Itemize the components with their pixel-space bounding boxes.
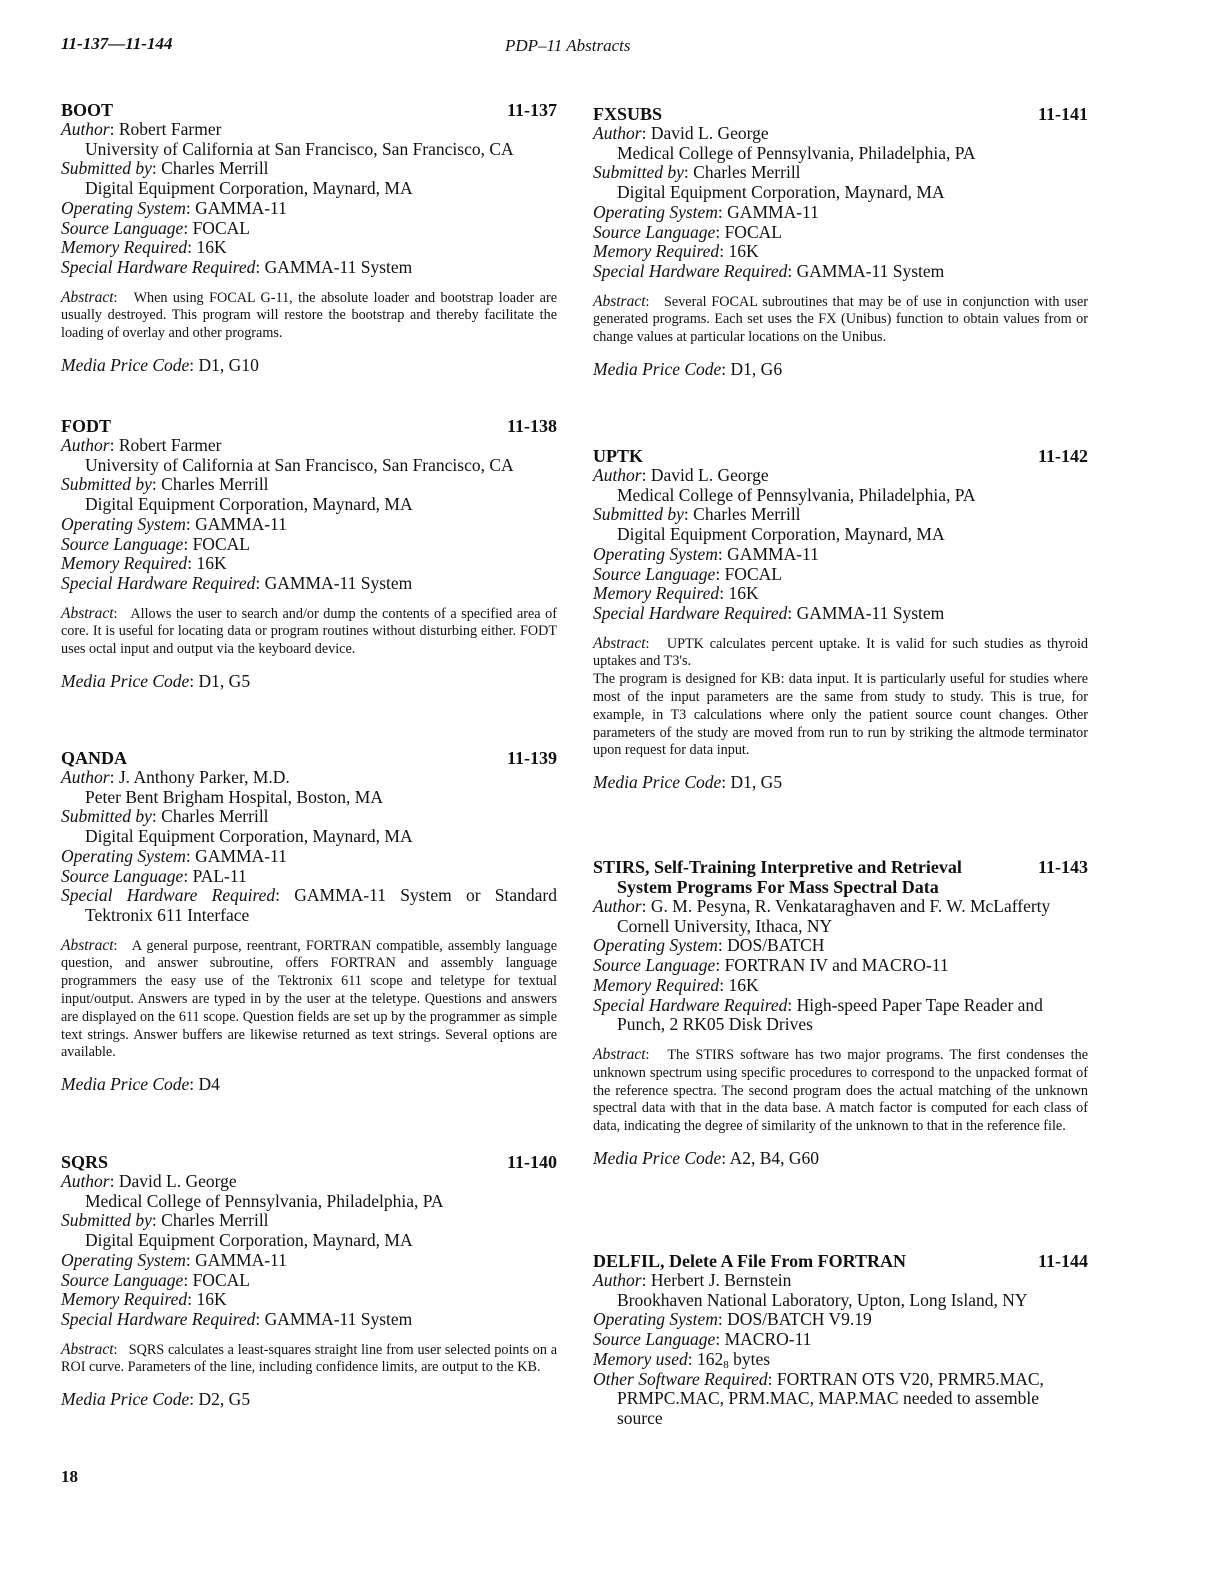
hw-label: Special Hardware Required bbox=[593, 602, 788, 623]
memory-required: 16K bbox=[196, 1289, 227, 1310]
media-label: Media Price Code bbox=[61, 355, 190, 376]
author-affiliation: University of California at San Francisco, San Francisco, CA bbox=[85, 138, 514, 159]
operating-system: GAMMA-11 bbox=[195, 845, 287, 866]
entry-title: BOOT bbox=[61, 100, 114, 120]
abstract-label: Abstract bbox=[61, 288, 114, 306]
other-software: FORTRAN OTS V20, PRMR5.MAC, PRMPC.MAC, PRM.MAC, MAP.MAC needed to assemble source bbox=[617, 1368, 1044, 1428]
running-header-range: 11-137—11-144 bbox=[61, 34, 173, 53]
abstract-text: When using FOCAL G-11, the absolute loader and bootstrap loader are usually destroyed. This program will restore the bootstrap and thereby facilitate the loading of overlay and other programs. bbox=[61, 289, 557, 342]
media-label: Media Price Code bbox=[61, 1389, 190, 1410]
os-label: Operating System bbox=[61, 845, 186, 866]
media-label: Media Price Code bbox=[593, 772, 722, 793]
entry-stirs: STIRS, Self-Training Interpretive and Retrieval System Programs For Mass Spectral Data 11-143 Author: G. M. Pesyna, R. Venkataraghaven and F. W. McLafferty Cornell University, Ithaca, NY Operating System: DOS/BATCH Source Language: FORTRAN IV and MACRO-11 Memory Required: 16K Special Hardware Required: High-speed Paper Tape Reader and Punch, 2 RK05 Disk Drives Abstract: The STIRS software has two major programs. The first condenses the unknown spectrum using specific procedures to correspond to the unpacked format of the reference spectra. The second program does the actual matching of the unknown spectral data with that in the data base. A match factor is computed for each class of data, indicating the degree of similarity of the unknown to that in the reference file. Media Price Code: A2, B4, G60 bbox=[593, 857, 1088, 1168]
hw-label: Special Hardware Required bbox=[593, 260, 788, 281]
entry-title-row bbox=[593, 446, 1088, 466]
entry-number: 11-141 bbox=[1037, 104, 1088, 124]
abstract-label: Abstract bbox=[61, 1340, 114, 1358]
abstract: Abstract: Allows the user to search and/or dump the contents of a specified area of core. It is useful for locating data or program routines without disturbing either. FODT uses octal input and output via the keyboard device. bbox=[61, 604, 557, 658]
operating-system: GAMMA-11 bbox=[727, 201, 819, 222]
abstract-text: The STIRS software has two major programs. The first condenses the unknown spectrum using specific procedures to correspond to the unpacked format of the reference spectra. The second program does the actual matching of the unknown spectral data with that in the data base. A match factor is computed for each class of data, indicating the degree of similarity of the unknown to that in the reference file. bbox=[593, 1046, 1088, 1135]
hw-label: Special Hardware Required bbox=[61, 256, 256, 277]
memory-required: 16K bbox=[728, 583, 759, 604]
abstract-paragraph-2: The program is designed for KB: data input. It is particularly useful for studies where most of the input parameters are the same from study to study. This is true, for example, in T3 calculations where only the patient source count changes. Other parameters of the study are moved from run to run by striking the altmode terminator upon request for data input. bbox=[593, 671, 1088, 759]
hw-label: Special Hardware Required bbox=[61, 885, 276, 906]
operating-system: GAMMA-11 bbox=[195, 513, 287, 534]
submitted-label: Submitted by bbox=[593, 162, 684, 183]
mem-label: Memory Required bbox=[61, 237, 188, 258]
author-label: Author bbox=[593, 123, 642, 143]
author-label: Author bbox=[593, 896, 642, 916]
media-price-code: A2, B4, G60 bbox=[729, 1147, 820, 1168]
submitted-by: Charles Merrill bbox=[693, 162, 801, 183]
mem-label: Memory Required bbox=[593, 974, 720, 995]
entry-delfil: DELFIL, Delete A File From FORTRAN 11-144 Author: Herbert J. Bernstein Brookhaven National Laboratory, Upton, Long Island, NY Operating System: DOS/BATCH V9.19 Source Language: MACRO-11 Memory used: $162_8$ bytes Other Software Required: FORTRAN OTS V20, PRMR5.MAC, PRMPC.MAC, PRM.MAC, MAP.MAC needed to assemble source bbox=[593, 1251, 1088, 1428]
entry-title-row bbox=[593, 857, 1088, 897]
source-language: FORTRAN IV and MACRO-11 bbox=[724, 955, 949, 976]
entry-title: DELFIL, Delete A File From FORTRAN bbox=[593, 1251, 906, 1271]
author: David L. George bbox=[650, 465, 769, 485]
operating-system: GAMMA-11 bbox=[195, 197, 287, 218]
entry-number: 11-143 bbox=[1037, 857, 1088, 877]
submitted-label: Submitted by bbox=[61, 474, 152, 495]
submitted-by: Charles Merrill bbox=[161, 806, 269, 827]
author: David L. George bbox=[650, 123, 769, 143]
media-label: Media Price Code bbox=[61, 1074, 190, 1095]
mem-label: Memory Required bbox=[61, 1289, 188, 1310]
submitter-affiliation: Digital Equipment Corporation, Maynard, MA bbox=[85, 826, 413, 847]
submitted-by: Charles Merrill bbox=[161, 474, 269, 495]
entry-title: STIRS, Self-Training Interpretive and Retrieval bbox=[593, 857, 962, 877]
source-language: FOCAL bbox=[724, 563, 782, 584]
memory-required: 16K bbox=[196, 237, 227, 258]
entry-number: 11-140 bbox=[506, 1152, 557, 1172]
submitter-affiliation: Digital Equipment Corporation, Maynard, MA bbox=[85, 494, 413, 515]
entry-boot: BOOT 11-137 Author: Robert Farmer University of California at San Francisco, San Francisco, CA Submitted by: Charles Merrill Digital Equipment Corporation, Maynard, MA Operating System: GAMMA-11 Source Language: FOCAL Memory Required: 16K Special Hardware Required: GAMMA-11 System Abstract: When using FOCAL G-11, the absolute loader and bootstrap loader are usually destroyed. This program will restore the bootstrap and thereby facilitate the loading of overlay and other programs. Media Price Code: D1, G10 bbox=[61, 100, 557, 376]
lang-label: Source Language bbox=[593, 1329, 716, 1350]
running-header-title: PDP–11 Abstracts bbox=[505, 36, 631, 55]
submitted-label: Submitted by bbox=[61, 158, 152, 179]
entry-title-row bbox=[61, 100, 557, 120]
author-label: Author bbox=[61, 1171, 110, 1191]
entry-title: UPTK bbox=[593, 446, 644, 466]
memory-used-value: 162 bbox=[697, 1348, 724, 1369]
submitted-label: Submitted by bbox=[61, 806, 152, 827]
media-price-code: D2, G5 bbox=[198, 1389, 251, 1410]
source-language: FOCAL bbox=[724, 221, 782, 242]
entry-title: SQRS bbox=[61, 1152, 109, 1172]
mem-label: Memory Required bbox=[593, 583, 720, 604]
abstract: Abstract: Several FOCAL subroutines that may be of use in conjunction with user generated programs. Each set uses the FX (Unibus) function to obtain values from or change values at particular locations on the Unibus. bbox=[593, 292, 1088, 346]
abstract: Abstract: SQRS calculates a least-squares straight line from user selected points on a ROI curve. Parameters of the line, including confidence limits, are output to the KB. bbox=[61, 1340, 557, 1376]
source-language: FOCAL bbox=[192, 217, 250, 238]
memory-used-radix: 8 bbox=[723, 1358, 729, 1371]
os-label: Operating System bbox=[61, 513, 186, 534]
special-hardware: GAMMA-11 System or Standard Tektronix 611 Interface bbox=[85, 885, 557, 925]
submitter-affiliation: Digital Equipment Corporation, Maynard, MA bbox=[85, 1230, 413, 1251]
source-language: PAL-11 bbox=[192, 865, 247, 886]
memory-required: 16K bbox=[196, 553, 227, 574]
source-language: MACRO-11 bbox=[724, 1329, 812, 1350]
author-affiliation: Cornell University, Ithaca, NY bbox=[617, 915, 833, 936]
entry-title-row bbox=[61, 1152, 557, 1172]
author-label: Author bbox=[593, 1270, 642, 1290]
entry-title-continuation: System Programs For Mass Spectral Data bbox=[617, 877, 939, 897]
special-hardware: GAMMA-11 System bbox=[796, 602, 945, 623]
author: Robert Farmer bbox=[118, 119, 222, 139]
author: David L. George bbox=[118, 1171, 237, 1191]
author-affiliation: Brookhaven National Laboratory, Upton, Long Island, NY bbox=[617, 1289, 1028, 1310]
media-label: Media Price Code bbox=[593, 359, 722, 380]
special-hardware: GAMMA-11 System bbox=[796, 260, 945, 281]
memory-required: 16K bbox=[728, 974, 759, 995]
author: Robert Farmer bbox=[118, 435, 222, 455]
lang-label: Source Language bbox=[593, 955, 716, 976]
author-affiliation: Peter Bent Brigham Hospital, Boston, MA bbox=[85, 786, 383, 807]
os-label: Operating System bbox=[61, 197, 186, 218]
entry-title-row bbox=[593, 1251, 1088, 1271]
abstract-label: Abstract bbox=[61, 936, 114, 954]
submitted-by: Charles Merrill bbox=[161, 1210, 269, 1231]
entry-title: QANDA bbox=[61, 748, 127, 768]
special-hardware: High-speed Paper Tape Reader and Punch, 2 RK05 Disk Drives bbox=[617, 994, 1043, 1035]
entry-title-row bbox=[593, 104, 1088, 124]
media-price-code: D1, G5 bbox=[198, 671, 251, 692]
source-language: FOCAL bbox=[192, 1269, 250, 1290]
special-hardware: GAMMA-11 System bbox=[264, 572, 413, 593]
abstract: Abstract: When using FOCAL G-11, the absolute loader and bootstrap loader are usually destroyed. This program will restore the bootstrap and thereby facilitate the loading of overlay and other programs. bbox=[61, 288, 557, 342]
os-label: Operating System bbox=[61, 1249, 186, 1270]
os-label: Operating System bbox=[593, 1309, 718, 1330]
abstract-text: Allows the user to search and/or dump the contents of a specified area of core. It is useful for locating data or program routines without disturbing either. FODT uses octal input and output via the keyboard device. bbox=[61, 605, 557, 658]
author-label: Author bbox=[593, 465, 642, 485]
lang-label: Source Language bbox=[593, 563, 716, 584]
media-price-code: D1, G6 bbox=[730, 359, 783, 380]
lang-label: Source Language bbox=[61, 533, 184, 554]
abstract-label: Abstract bbox=[593, 634, 646, 652]
entry-number: 11-138 bbox=[506, 416, 557, 436]
author-affiliation: Medical College of Pennsylvania, Philadelphia, PA bbox=[617, 484, 976, 505]
author: G. M. Pesyna, R. Venkataraghaven and F. W. McLafferty bbox=[650, 896, 1051, 916]
media-price-code: D1, G10 bbox=[198, 355, 259, 376]
source-language: FOCAL bbox=[192, 533, 250, 554]
author-label: Author bbox=[61, 767, 110, 787]
operating-system: DOS/BATCH bbox=[727, 935, 825, 956]
abstract-label: Abstract bbox=[61, 604, 114, 622]
entry-number: 11-139 bbox=[506, 748, 557, 768]
abstract-label: Abstract bbox=[593, 292, 646, 310]
entry-title-row bbox=[61, 416, 557, 436]
memory-required: 16K bbox=[728, 241, 759, 262]
submitted-label: Submitted by bbox=[593, 504, 684, 525]
entry-title-row bbox=[61, 748, 557, 768]
abstract-label: Abstract bbox=[593, 1045, 646, 1063]
author: Herbert J. Bernstein bbox=[650, 1270, 792, 1290]
other-software-label: Other Software Required bbox=[593, 1368, 768, 1389]
page-number: 18 bbox=[61, 1467, 78, 1486]
abstract: Abstract: UPTK calculates percent uptake. It is valid for such studies as thyroid uptakes and T3's. The program is designed for KB: data input. It is particularly useful for studies where most of the input parameters are the same from study to study. This is true, for example, in T3 calculations where only the patient source count changes. Other parameters of the study are moved from run to run by striking the altmode terminator upon request for data input. bbox=[593, 634, 1088, 759]
submitted-by: Charles Merrill bbox=[161, 158, 269, 179]
lang-label: Source Language bbox=[593, 221, 716, 242]
media-price-code: D1, G5 bbox=[730, 772, 783, 793]
entry-number: 11-137 bbox=[506, 100, 557, 120]
abstract-text: Several FOCAL subroutines that may be of use in conjunction with user generated programs. Each set uses the FX (Unibus) function to obtain values from or change values at particular locations on the Unibus. bbox=[593, 293, 1088, 346]
media-price-code: D4 bbox=[198, 1074, 220, 1095]
special-hardware: GAMMA-11 System bbox=[264, 256, 413, 277]
author-affiliation: University of California at San Francisco, San Francisco, CA bbox=[85, 454, 514, 475]
entry-uptk: UPTK 11-142 Author: David L. George Medical College of Pennsylvania, Philadelphia, PA Submitted by: Charles Merrill Digital Equipment Corporation, Maynard, MA Operating System: GAMMA-11 Source Language: FOCAL Memory Required: 16K Special Hardware Required: GAMMA-11 System Abstract: UPTK calculates percent uptake. It is valid for such studies as thyroid uptakes and T3's. The program is designed for KB: data input. It is particularly useful for studies where most of the input parameters are the same from study to study. This is true, for example, in T3 calculations where only the patient source count changes. Other parameters of the study are moved from run to run by striking the altmode terminator upon request for data input. Media Price Code: D1, G5 bbox=[593, 446, 1088, 793]
mem-label: Memory Required bbox=[61, 553, 188, 574]
hw-label: Special Hardware Required bbox=[61, 1308, 256, 1329]
operating-system: GAMMA-11 bbox=[195, 1249, 287, 1270]
author-label: Author bbox=[61, 119, 110, 139]
abstract-text: SQRS calculates a least-squares straight line from user selected points on a ROI curve. Parameters of the line, including confidence limits, are output to the KB. bbox=[61, 1341, 557, 1376]
media-label: Media Price Code bbox=[61, 671, 190, 692]
submitter-affiliation: Digital Equipment Corporation, Maynard, MA bbox=[85, 178, 413, 199]
entry-number: 11-144 bbox=[1037, 1251, 1088, 1271]
operating-system: GAMMA-11 bbox=[727, 543, 819, 564]
submitted-label: Submitted by bbox=[61, 1210, 152, 1231]
submitter-affiliation: Digital Equipment Corporation, Maynard, MA bbox=[617, 524, 945, 545]
os-label: Operating System bbox=[593, 201, 718, 222]
entry-number: 11-142 bbox=[1037, 446, 1088, 466]
mem-label: Memory Required bbox=[593, 241, 720, 262]
submitted-by: Charles Merrill bbox=[693, 504, 801, 525]
lang-label: Source Language bbox=[61, 865, 184, 886]
lang-label: Source Language bbox=[61, 1269, 184, 1290]
abstract: Abstract: A general purpose, reentrant, FORTRAN compatible, assembly language question, and answer subroutine, offers FORTRAN and assembly language programmers the easy use of the Tektronix 611 scope and teletype for textual input/output. Answers are typed in by the user at the teletype. Questions and answers are displayed on the 611 scope. Question fields are set up by the programmer as simple text strings. Answer buffers are likewise returned as text strings. Several options are available. bbox=[61, 936, 557, 1061]
entry-qanda: QANDA 11-139 Author: J. Anthony Parker, M.D. Peter Bent Brigham Hospital, Boston, MA Submitted by: Charles Merrill Digital Equipment Corporation, Maynard, MA Operating System: GAMMA-11 Source Language: PAL-11 Special Hardware Required: GAMMA-11 System or Standard Tektronix 611 Interface Abstract: A general purpose, reentrant, FORTRAN compatible, assembly language question, and answer subroutine, offers FORTRAN and assembly language programmers the easy use of the Tektronix 611 scope and teletype for textual input/output. Answers are typed in by the user at the teletype. Questions and answers are displayed on the 611 scope. Question fields are set up by the programmer as simple text strings. Answer buffers are likewise returned as text strings. Several options are available. Media Price Code: D4 bbox=[61, 748, 557, 1095]
author-affiliation: Medical College of Pennsylvania, Philadelphia, PA bbox=[617, 142, 976, 163]
memory-used-unit: bytes bbox=[728, 1348, 771, 1369]
submitter-affiliation: Digital Equipment Corporation, Maynard, MA bbox=[617, 182, 945, 203]
special-hardware: GAMMA-11 System bbox=[264, 1308, 413, 1329]
media-label: Media Price Code bbox=[593, 1147, 722, 1168]
entry-fodt: FODT 11-138 Author: Robert Farmer University of California at San Francisco, San Francisco, CA Submitted by: Charles Merrill Digital Equipment Corporation, Maynard, MA Operating System: GAMMA-11 Source Language: FOCAL Memory Required: 16K Special Hardware Required: GAMMA-11 System Abstract: Allows the user to search and/or dump the contents of a specified area of core. It is useful for locating data or program routines without disturbing either. FODT uses octal input and output via the keyboard device. Media Price Code: D1, G5 bbox=[61, 416, 557, 692]
operating-system: DOS/BATCH V9.19 bbox=[727, 1309, 872, 1330]
entry-sqrs: SQRS 11-140 Author: David L. George Medical College of Pennsylvania, Philadelphia, PA Submitted by: Charles Merrill Digital Equipment Corporation, Maynard, MA Operating System: GAMMA-11 Source Language: FOCAL Memory Required: 16K Special Hardware Required: GAMMA-11 System Abstract: SQRS calculates a least-squares straight line from user selected points on a ROI curve. Parameters of the line, including confidence limits, are output to the KB. Media Price Code: D2, G5 bbox=[61, 1152, 557, 1410]
author: J. Anthony Parker, M.D. bbox=[118, 767, 290, 787]
abstract-text: A general purpose, reentrant, FORTRAN compatible, assembly language question, and answer subroutine, offers FORTRAN and assembly language programmers the easy use of the Tektronix 611 scope and teletype for textual input/output. Answers are typed in by the user at the teletype. Questions and answers are displayed on the 611 scope. Question fields are set up by the programmer as simple text strings. Answer buffers are likewise returned as text strings. Several options are available. bbox=[61, 937, 557, 1061]
entry-title: FXSUBS bbox=[593, 104, 663, 124]
abstract: Abstract: The STIRS software has two major programs. The first condenses the unknown spectrum using specific procedures to correspond to the unpacked format of the reference spectra. The second program does the actual matching of the unknown spectral data with that in the data base. A match factor is computed for each class of data, indicating the degree of similarity of the unknown to that in the reference file. bbox=[593, 1045, 1088, 1135]
abstract-text: UPTK calculates percent uptake. It is valid for such studies as thyroid uptakes and T3's. bbox=[593, 635, 1088, 670]
memused-label: Memory used bbox=[593, 1348, 688, 1369]
author-label: Author bbox=[61, 435, 110, 455]
os-label: Operating System bbox=[593, 543, 718, 564]
author-affiliation: Medical College of Pennsylvania, Philadelphia, PA bbox=[85, 1190, 444, 1211]
entry-title: FODT bbox=[61, 416, 112, 436]
os-label: Operating System bbox=[593, 935, 718, 956]
entry-fxsubs: FXSUBS 11-141 Author: David L. George Medical College of Pennsylvania, Philadelphia, PA Submitted by: Charles Merrill Digital Equipment Corporation, Maynard, MA Operating System: GAMMA-11 Source Language: FOCAL Memory Required: 16K Special Hardware Required: GAMMA-11 System Abstract: Several FOCAL subroutines that may be of use in conjunction with user generated programs. Each set uses the FX (Unibus) function to obtain values from or change values at particular locations on the Unibus. Media Price Code: D1, G6 bbox=[593, 104, 1088, 380]
hw-label: Special Hardware Required bbox=[61, 572, 256, 593]
hw-label: Special Hardware Required bbox=[593, 994, 788, 1015]
lang-label: Source Language bbox=[61, 217, 184, 238]
